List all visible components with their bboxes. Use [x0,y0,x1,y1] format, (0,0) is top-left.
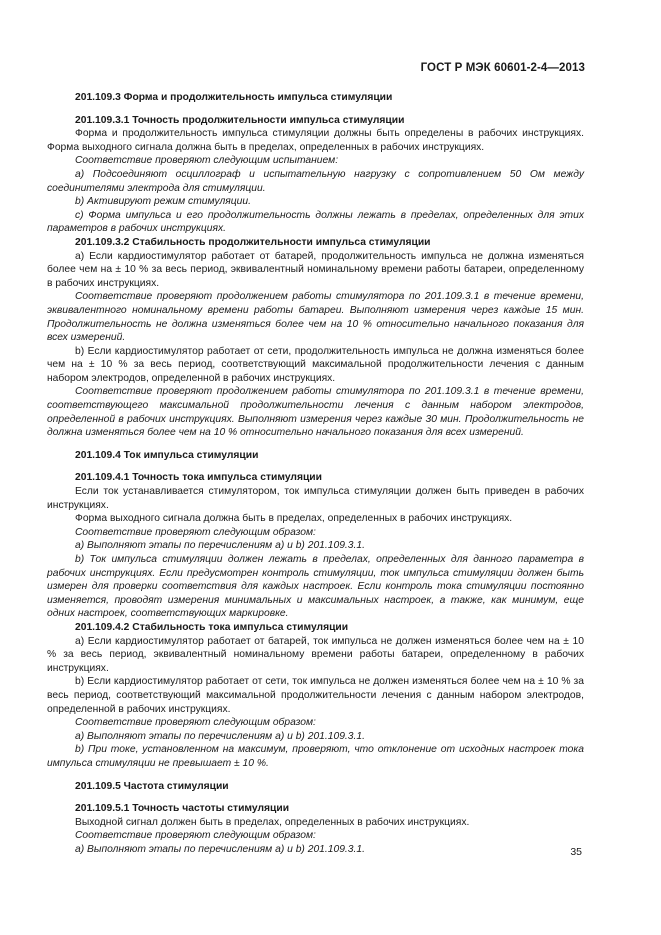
test-paragraph: c) Форма импульса и его продолжительность должны лежать в пределах, определенных для этих параметров в рабочих инструкциях. [47,209,584,235]
test-paragraph: a) Выполняют этапы по перечислениям a) и b) 201.109.3.1. [75,540,365,552]
test-paragraph: Соответствие проверяют следующим образом: [75,717,316,729]
subsection-heading: 201.109.5.1 Точность частоты стимуляции [75,803,290,815]
subsection-heading: 201.109.4.1 Точность тока импульса стимуляции [75,472,322,484]
test-paragraph: a) Выполняют этапы по перечислениям a) и b) 201.109.3.1. [75,843,365,855]
document-header: ГОСТ Р МЭК 60601-2-4—2013 [420,62,585,74]
paragraph: Форма и продолжительность импульса стимуляции должны быть определены в рабочих инструкциях. Форма выходного сигнала должна быть в пределах, определенных в рабочих инструкциях. [47,128,584,153]
section-heading: 201.109.5 Частота стимуляции [75,780,229,792]
test-paragraph: a) Подсоединяют осциллограф и испытательную нагрузку с сопротивлением 50 Ом между соединителями электрода для стимуляции. [47,168,584,194]
test-paragraph: Соответствие проверяют следующим испытанием: [75,155,339,167]
test-paragraph: b) Ток импульса стимуляции должен лежать в пределах, определенных для данного параметра в рабочих инструкциях. Если предусмотрен контроль стимуляции, ток импульса стимуляции должен быть измерен для проверки соответствия для каждых настроек. Если контроль тока стимуляции постоянно изменяется, проводят измерения минимальных и максимальных настроек, а также, как минимум, еще одних настроек, соответствующих маркировке. [47,554,584,620]
paragraph: Если ток устанавливается стимулятором, ток импульса стимуляции должен быть приведен в рабочих инструкциях. [47,486,584,511]
page-number: 35 [570,846,582,858]
paragraph: b) Если кардиостимулятор работает от сети, продолжительность импульса не должна изменяться более чем на ± 10 % за весь период, соответствующий максимальной продолжительности лечения с данным набором электродов, определенной в рабочих инструкциях. [47,345,584,384]
test-paragraph: a) Выполняют этапы по перечислениям a) и b) 201.109.3.1. [75,730,365,742]
document-body [47,91,584,856]
test-paragraph: b) При токе, установленном на максимум, проверяют, что отклонение от исходных настроек тока импульса стимуляции не превышает ± 10 %. [47,744,584,769]
paragraph: Форма выходного сигнала должна быть в пределах, определенных в рабочих инструкциях. [75,513,513,525]
test-paragraph: b) Активируют режим стимуляции. [75,196,251,208]
subsection-heading: 201.109.3.1 Точность продолжительности импульса стимуляции [75,114,405,126]
section-heading: 201.109.3 Форма и продолжительность импульса стимуляции [75,92,393,103]
section-heading: 201.109.4 Ток импульса стимуляции [75,449,259,461]
paragraph: Выходной сигнал должен быть в пределах, определенных в рабочих инструкциях. [75,816,470,828]
paragraph: b) Если кардиостимулятор работает от сети, ток импульса не должен изменяться более чем на ± 10 % за весь период, соответствующий максимальной продолжительности лечения с данным набором электродов, определенной в рабочих инструкциях. [47,676,584,715]
subsection-heading: 201.109.4.2 Стабильность тока импульса стимуляции [75,621,349,633]
test-paragraph: Соответствие проверяют следующим образом: [75,526,316,538]
subsection-heading: 201.109.3.2 Стабильность продолжительности импульса стимуляции [75,236,431,248]
test-paragraph: Соответствие проверяют продолжением работы стимулятора по 201.109.3.1 в течение времени, эквивалентного номинальному времени работы батареи. Выполняют измерения через каждые 15 мин. Продолжительность не должна изменяться более чем на 10 % относительно начального показания для всех измерений. [47,291,584,344]
paragraph: a) Если кардиостимулятор работает от батарей, ток импульса не должен изменяться более чем на ± 10 % за весь период, эквивалентный номинальному времени работы батареи, определенному в рабочих инструкциях. [47,635,584,674]
paragraph: a) Если кардиостимулятор работает от батарей, продолжительность импульса не должна изменяться более чем на ± 10 % за весь период, эквивалентный номинальному времени работы батареи, определенному в рабочих инструкциях. [47,250,584,289]
test-paragraph: Соответствие проверяют следующим образом: [75,830,316,842]
test-paragraph: Соответствие проверяют продолжением работы стимулятора по 201.109.3.1 в течение времени, соответствующего максимальной продолжительности лечения с данным набором электродов, определенной в рабочих инструкциях. Выполняют измерения через каждые 30 мин. Продолжительность не должна изменяться более чем на 10 % относительно начального показания для всех измерений. [47,386,584,439]
